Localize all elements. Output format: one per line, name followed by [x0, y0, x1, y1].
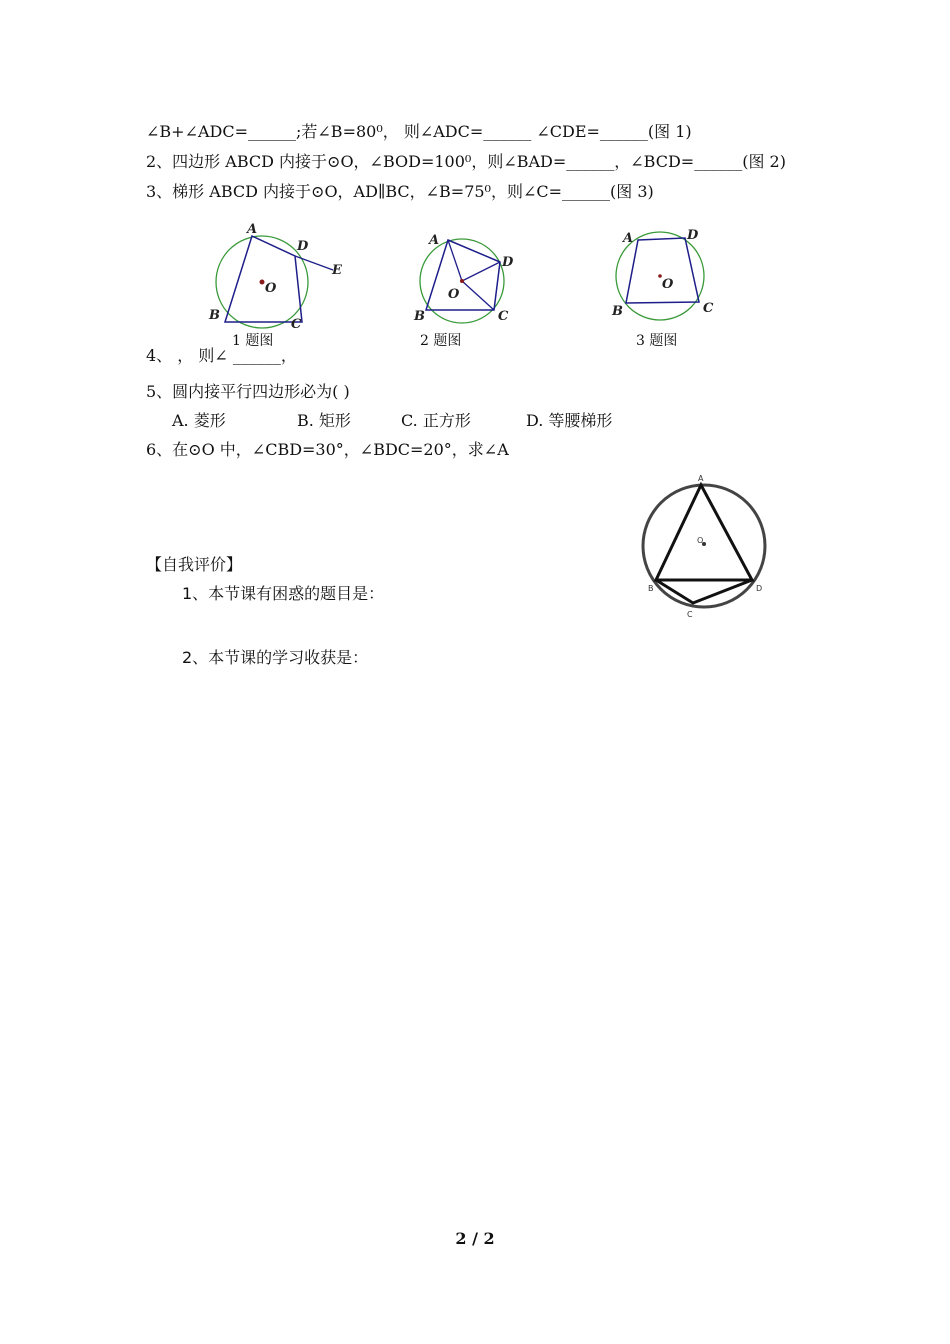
fig3-label-o: O: [662, 277, 674, 292]
fig1-label-c: C: [291, 317, 302, 332]
fig1-label-a: A: [247, 222, 258, 237]
figure-3-caption: 3 题图: [636, 333, 678, 349]
q5-option-c: C. 正方形: [401, 411, 471, 430]
question-4-partial: [146, 346, 297, 366]
q5-option-a: A. 菱形: [172, 411, 226, 430]
fig1-label-e: E: [332, 263, 342, 278]
self-eval-item-1: 1、本节课有困惑的题目是：: [182, 584, 385, 603]
figure-2: [410, 228, 520, 328]
fig1-label-o: O: [265, 281, 277, 296]
q5-option-d: D. 等腰梯形: [526, 411, 613, 430]
page-number: 2 / 2: [455, 1229, 495, 1248]
question-5: 5、圆内接平行四边形必为( ): [146, 382, 350, 401]
fig2-label-d: D: [502, 255, 514, 270]
self-eval-item-2: 2、本节课的学习收获是：: [182, 648, 369, 667]
fig4-label-a: A: [698, 474, 704, 483]
question-4-text: 4、 ， 则∠ ______，: [146, 346, 297, 365]
fig2-label-a: A: [429, 233, 440, 248]
fig4-label-o: O: [697, 536, 704, 545]
question-3: 3、梯形 ABCD 内接于⊙O，AD∥BC，∠B=75⁰，则∠C=______(图 3): [146, 182, 654, 201]
fig3-label-d: D: [687, 228, 699, 243]
question-2: 2、四边形 ABCD 内接于⊙O，∠BOD=100⁰，则∠BAD=______，∠BCD=______(图 2): [146, 152, 786, 171]
fig3-label-b: B: [612, 304, 623, 319]
figure-4: [638, 470, 776, 622]
fig1-label-d: D: [297, 239, 309, 254]
figure-3: [608, 226, 718, 326]
fig3-label-c: C: [703, 301, 714, 316]
fig4-label-c: C: [687, 610, 693, 619]
self-eval-heading: 【自我评价】: [146, 555, 243, 574]
figure-2-caption: 2 题图: [420, 333, 462, 349]
fig4-label-b: B: [648, 584, 654, 593]
figure-1-caption: 1 题图: [232, 333, 274, 349]
figure-1: [205, 220, 355, 332]
question-1-continuation: ∠B+∠ADC=______;若∠B=80⁰， 则∠ADC=______ ∠CDE=______(图 1): [146, 122, 692, 141]
fig2-label-b: B: [414, 309, 425, 324]
question-6: 6、在⊙O 中，∠CBD=30°，∠BDC=20°，求∠A: [146, 440, 509, 459]
fig4-label-d: D: [756, 584, 763, 593]
fig2-label-c: C: [498, 309, 509, 324]
fig2-label-o: O: [448, 287, 460, 302]
q5-option-b: B. 矩形: [297, 411, 351, 430]
fig1-label-b: B: [209, 308, 220, 323]
fig3-label-a: A: [623, 231, 634, 246]
